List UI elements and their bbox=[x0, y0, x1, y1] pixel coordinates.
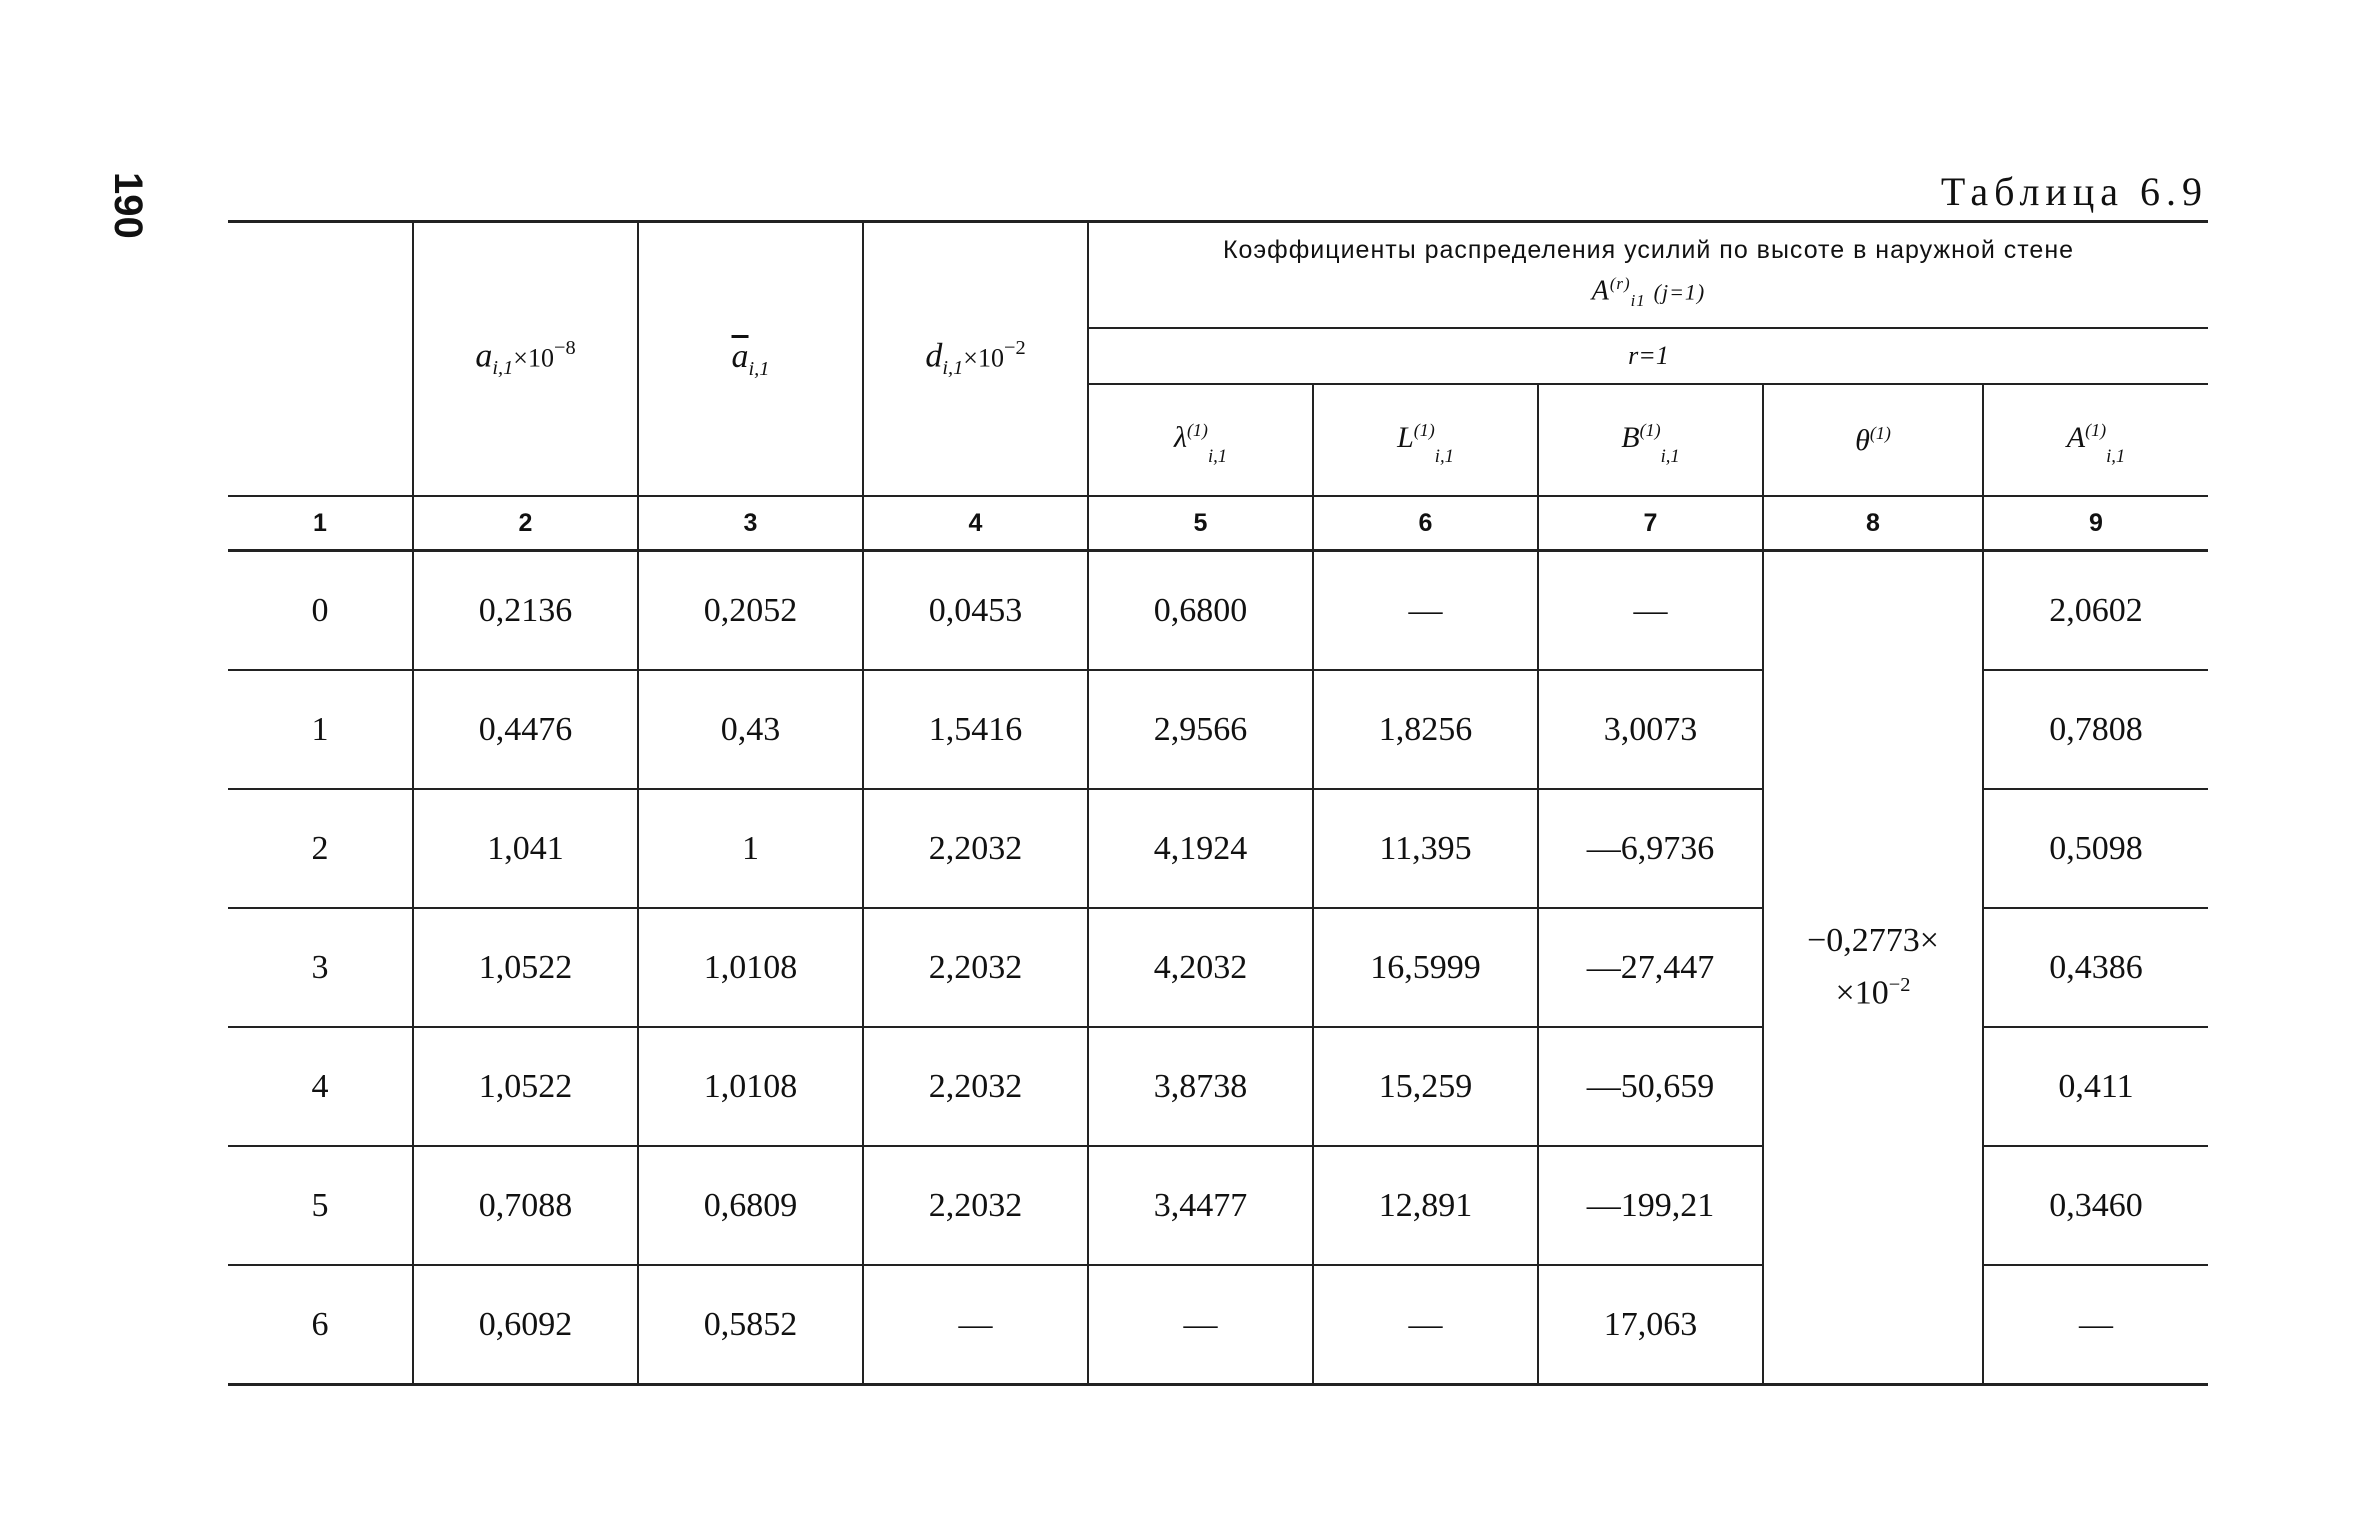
cell-abar: 1 bbox=[638, 789, 863, 908]
cell-lambda: 2,9566 bbox=[1088, 670, 1313, 789]
cell-a: 0,2136 bbox=[413, 551, 638, 671]
header-col-6: $L^{(1)}_{i,1}$ bbox=[1313, 384, 1538, 496]
cell-lambda: 3,8738 bbox=[1088, 1027, 1313, 1146]
cell-a: 1,041 bbox=[413, 789, 638, 908]
cell-B: 17,063 bbox=[1538, 1265, 1763, 1385]
header-col-5: $\lambda^{(1)}_{i,1}$ bbox=[1088, 384, 1313, 496]
cell-i: 1 bbox=[228, 670, 413, 789]
cell-abar: 0,5852 bbox=[638, 1265, 863, 1385]
cell-L: 11,395 bbox=[1313, 789, 1538, 908]
cell-abar: 0,43 bbox=[638, 670, 863, 789]
coefficients-table bbox=[228, 220, 2208, 1386]
cell-A: 0,7808 bbox=[1983, 670, 2208, 789]
cell-a: 0,7088 bbox=[413, 1146, 638, 1265]
cell-B: 3,0073 bbox=[1538, 670, 1763, 789]
cell-B: —6,9736 bbox=[1538, 789, 1763, 908]
col-number: 9 bbox=[1983, 496, 2208, 551]
cell-lambda: 0,6800 bbox=[1088, 551, 1313, 671]
header-col-7: $B^{(1)}_{i,1}$ bbox=[1538, 384, 1763, 496]
table-row bbox=[228, 551, 2208, 671]
cell-d: 2,2032 bbox=[863, 908, 1088, 1027]
col-number: 8 bbox=[1763, 496, 1983, 551]
cell-abar: 1,0108 bbox=[638, 1027, 863, 1146]
cell-A: 0,4386 bbox=[1983, 908, 2208, 1027]
cell-L: 1,8256 bbox=[1313, 670, 1538, 789]
cell-i: 6 bbox=[228, 1265, 413, 1385]
col-number: 5 bbox=[1088, 496, 1313, 551]
col-number: 4 bbox=[863, 496, 1088, 551]
cell-A: 0,3460 bbox=[1983, 1146, 2208, 1265]
cell-B: —50,659 bbox=[1538, 1027, 1763, 1146]
cell-L: 15,259 bbox=[1313, 1027, 1538, 1146]
cell-A: 2,0602 bbox=[1983, 551, 2208, 671]
header-col-9: $A^{(1)}_{i,1}$ bbox=[1983, 384, 2208, 496]
cell-a: 0,4476 bbox=[413, 670, 638, 789]
cell-A: 0,411 bbox=[1983, 1027, 2208, 1146]
header-col-1 bbox=[228, 222, 413, 497]
cell-d: 2,2032 bbox=[863, 1027, 1088, 1146]
header-col-2: $a_{i,1}\times 10^{-8}$ bbox=[413, 222, 638, 497]
r-label: r=1 bbox=[1088, 328, 2208, 384]
cell-d: 0,0453 bbox=[863, 551, 1088, 671]
header-col-8: $\theta^{(1)}$ bbox=[1763, 384, 1983, 496]
cell-d: 1,5416 bbox=[863, 670, 1088, 789]
cell-L: — bbox=[1313, 1265, 1538, 1385]
cell-i: 4 bbox=[228, 1027, 413, 1146]
col-number: 2 bbox=[413, 496, 638, 551]
page-number: 190 bbox=[106, 172, 150, 239]
col-number: 7 bbox=[1538, 496, 1763, 551]
cell-lambda: 4,2032 bbox=[1088, 908, 1313, 1027]
cell-L: 12,891 bbox=[1313, 1146, 1538, 1265]
cell-A: — bbox=[1983, 1265, 2208, 1385]
table-title: Таблица 6.9 bbox=[1940, 169, 2208, 214]
cell-i: 3 bbox=[228, 908, 413, 1027]
theta-cell: −0,2773× $\times 10^{-2}$ bbox=[1763, 551, 1983, 1385]
cell-B: —27,447 bbox=[1538, 908, 1763, 1027]
column-numbers-row bbox=[228, 496, 2208, 551]
col-number: 3 bbox=[638, 496, 863, 551]
cell-lambda: — bbox=[1088, 1265, 1313, 1385]
cell-d: 2,2032 bbox=[863, 789, 1088, 908]
header-col-4: $d_{i,1}\times 10^{-2}$ bbox=[863, 222, 1088, 497]
col-number: 6 bbox=[1313, 496, 1538, 551]
cell-i: 2 bbox=[228, 789, 413, 908]
col-number: 1 bbox=[228, 496, 413, 551]
cell-lambda: 4,1924 bbox=[1088, 789, 1313, 908]
cell-lambda: 3,4477 bbox=[1088, 1146, 1313, 1265]
cell-abar: 1,0108 bbox=[638, 908, 863, 1027]
cell-a: 1,0522 bbox=[413, 908, 638, 1027]
cell-L: — bbox=[1313, 551, 1538, 671]
cell-abar: 0,2052 bbox=[638, 551, 863, 671]
cell-L: 16,5999 bbox=[1313, 908, 1538, 1027]
cell-i: 5 bbox=[228, 1146, 413, 1265]
group-caption: Коэффициенты распределения усилий по высоте в наружной стене $A^{(r)}_{i1}$ (j=1) bbox=[1088, 222, 2208, 329]
cell-B: — bbox=[1538, 551, 1763, 671]
cell-A: 0,5098 bbox=[1983, 789, 2208, 908]
cell-a: 0,6092 bbox=[413, 1265, 638, 1385]
cell-i: 0 bbox=[228, 551, 413, 671]
header-col-3: $\overline{a}_{i,1}$ bbox=[638, 222, 863, 497]
cell-abar: 0,6809 bbox=[638, 1146, 863, 1265]
cell-B: —199,21 bbox=[1538, 1146, 1763, 1265]
cell-a: 1,0522 bbox=[413, 1027, 638, 1146]
cell-d: 2,2032 bbox=[863, 1146, 1088, 1265]
cell-d: — bbox=[863, 1265, 1088, 1385]
